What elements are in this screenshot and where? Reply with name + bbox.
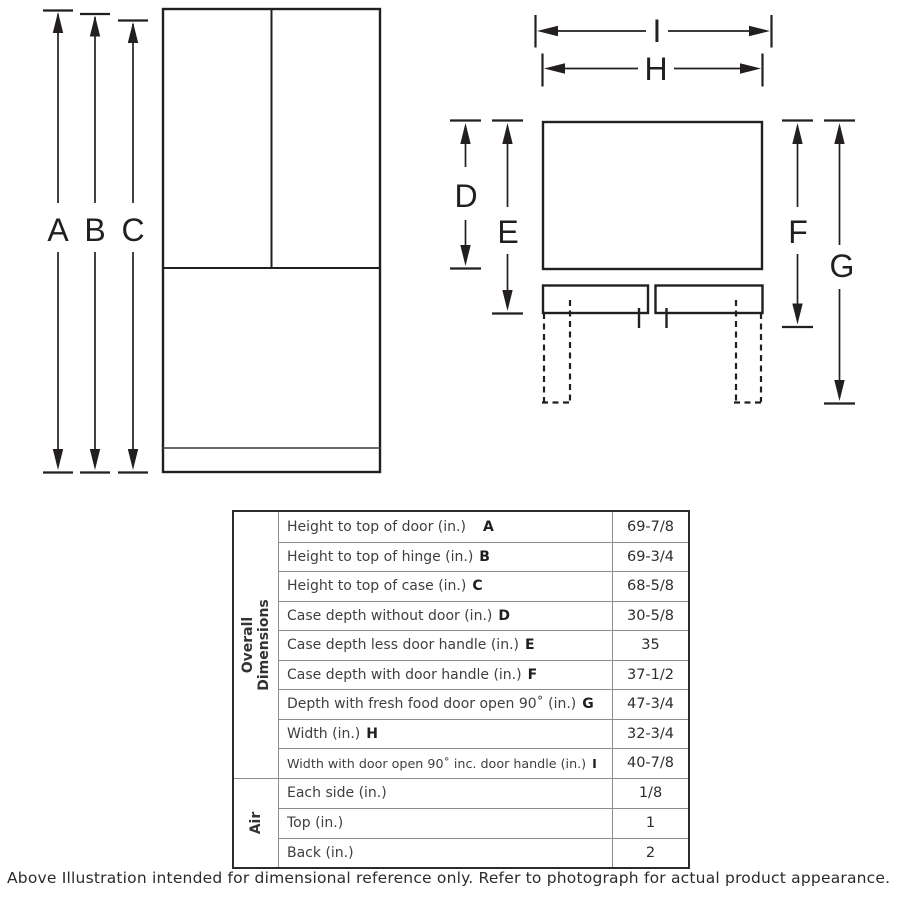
row-value: 37-1/2 xyxy=(612,661,688,690)
row-label: Height to top of door (in.) xyxy=(287,518,466,535)
row-label: Width (in.) xyxy=(287,725,361,742)
row-code: D xyxy=(498,607,510,624)
row-code: I xyxy=(592,755,597,771)
row-code: A xyxy=(482,518,494,535)
footnote-caption: Above Illustration intended for dimensional reference only. Refer to photograph for actual product appearance. xyxy=(7,869,891,887)
row-label: Case depth less door handle (in.) xyxy=(287,637,519,654)
row-code: G xyxy=(582,696,594,713)
table-row xyxy=(279,838,688,868)
table-row xyxy=(279,719,688,749)
door-open-dashed-projection xyxy=(542,300,763,403)
row-code: B xyxy=(479,548,490,565)
row-label: Each side (in.) xyxy=(287,785,387,802)
table-row xyxy=(279,630,688,660)
row-value: 68-5/8 xyxy=(612,572,688,601)
case-top-outline xyxy=(543,122,762,269)
row-label: Height to top of case (in.) xyxy=(287,578,467,595)
overall-dimensions-section xyxy=(234,512,688,778)
row-label: Case depth without door (in.) xyxy=(287,607,493,624)
dim-label-e: E xyxy=(497,214,519,250)
top-view-drawing xyxy=(542,122,763,403)
row-code: F xyxy=(527,666,538,683)
front-view-drawing xyxy=(163,9,380,472)
row-value: 32-3/4 xyxy=(612,720,688,749)
dim-label-a: A xyxy=(47,212,69,248)
right-door-top-outline xyxy=(656,286,763,314)
dim-label-b: B xyxy=(84,212,106,248)
row-value: 35 xyxy=(612,631,688,660)
table-row xyxy=(279,660,688,690)
table-row xyxy=(279,748,688,778)
dim-label-d: D xyxy=(454,178,478,214)
row-value: 1 xyxy=(612,809,688,838)
section-header-line: Overall xyxy=(239,616,256,673)
table-row xyxy=(279,542,688,572)
dim-label-h: H xyxy=(644,51,668,87)
table-row xyxy=(279,512,688,542)
row-code: C xyxy=(472,578,483,595)
dim-label-i: I xyxy=(652,13,662,49)
section-header-line: Air xyxy=(247,811,264,835)
dimensions-table xyxy=(232,510,690,869)
table-row xyxy=(279,571,688,601)
row-value: 40-7/8 xyxy=(612,749,688,778)
left-door-top-outline xyxy=(543,286,648,314)
row-label: Back (in.) xyxy=(287,844,354,861)
table-row xyxy=(279,601,688,631)
row-value: 1/8 xyxy=(612,779,688,809)
row-value: 47-3/4 xyxy=(612,690,688,719)
row-code: H xyxy=(366,725,378,742)
dim-label-c: C xyxy=(121,212,145,248)
table-row xyxy=(279,689,688,719)
row-value: 30-5/8 xyxy=(612,602,688,631)
table-row xyxy=(279,808,688,838)
air-section xyxy=(234,778,688,868)
section-header-overall-dimensions xyxy=(234,512,279,778)
row-label: Top (in.) xyxy=(287,815,344,832)
row-label: Depth with fresh food door open 90˚ (in.) xyxy=(287,696,577,713)
section-header-air xyxy=(234,779,279,868)
row-value: 69-3/4 xyxy=(612,543,688,572)
row-value: 2 xyxy=(612,839,688,868)
row-value: 69-7/8 xyxy=(612,512,688,542)
table-row xyxy=(279,779,688,809)
row-label: Height to top of hinge (in.) xyxy=(287,548,474,565)
row-label: Case depth with door handle (in.) xyxy=(287,666,522,683)
row-label: Width with door open 90˚ inc. door handle (in.) xyxy=(287,755,587,771)
dim-label-f: F xyxy=(788,214,808,250)
section-header-line: Dimensions xyxy=(256,598,272,691)
dim-label-g: G xyxy=(829,248,855,284)
row-code: E xyxy=(524,637,535,654)
